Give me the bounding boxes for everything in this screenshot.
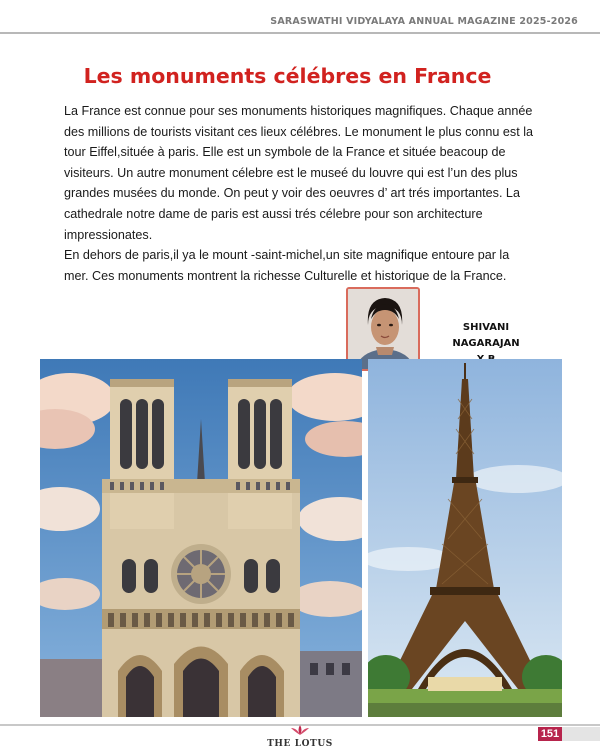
magazine-header-title: SARASWATHI VIDYALAYA ANNUAL MAGAZINE 2025-2026: [270, 16, 578, 27]
page-number: 151: [538, 727, 562, 741]
article-title: Les monuments célébres en France: [83, 64, 492, 88]
notre-dame-illustration: [40, 359, 362, 717]
header-divider: [0, 32, 600, 34]
lotus-icon: [290, 725, 310, 735]
footer-logo-text: THE LOTUS: [267, 739, 333, 749]
footer-logo: [264, 722, 336, 749]
article-paragraph-1: La France est connue pour ses monuments historiques magnifiques. Chaque année des millions de tourists visitant ces lieux célébres. Le monument le plus connu est la tour Eiffel,située à paris. Elle est un symbole de la France et située beacoup de visiteurs. Un autre monument célebre est le museé du louvre qui est l’un des plus grandes musées du monde. On peut y voir des oeuvres d’ art trés importantes. La cathedrale notre dame de paris est aussi trés célebre pour son architecture impressionates.: [64, 104, 534, 242]
article-paragraph-2: En dehors de paris,il ya le mount -saint-michel,un site magnifique entoure par la mer. Ces monuments montrent la richesse Culturelle et historique de la France.: [64, 248, 510, 283]
eiffel-tower-photo: [368, 359, 562, 717]
page-edge-tab: [562, 727, 600, 741]
author-name: SHIVANI NAGARAJAN: [452, 322, 520, 349]
